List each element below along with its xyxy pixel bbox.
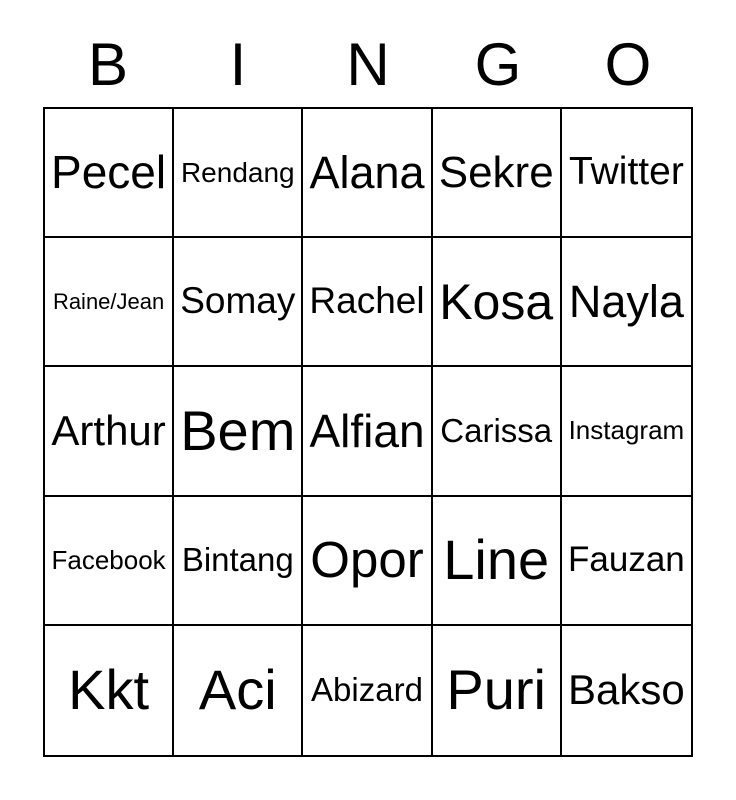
bingo-cell[interactable] xyxy=(433,238,562,367)
bingo-cell-label: Bakso xyxy=(568,666,685,714)
bingo-cell-label: Abizard xyxy=(311,671,423,709)
bingo-cell[interactable] xyxy=(433,109,562,238)
bingo-cell-label: Facebook xyxy=(51,544,166,575)
bingo-cell[interactable] xyxy=(303,497,432,626)
bingo-cell[interactable] xyxy=(303,367,432,496)
bingo-cell[interactable] xyxy=(433,367,562,496)
bingo-cell[interactable] xyxy=(174,497,303,626)
bingo-cell-label: Line xyxy=(443,527,550,591)
bingo-cell-label: Nayla xyxy=(568,276,684,328)
bingo-cell[interactable] xyxy=(45,238,174,367)
bingo-cell[interactable] xyxy=(562,367,691,496)
bingo-cell[interactable] xyxy=(562,497,691,626)
bingo-letter-n: N xyxy=(346,31,390,98)
bingo-cell[interactable] xyxy=(303,626,432,755)
bingo-cell[interactable] xyxy=(45,497,174,626)
bingo-letter-i: I xyxy=(229,31,247,98)
bingo-cell-label: Kkt xyxy=(68,657,150,721)
bingo-cell-label: Raine/Jean xyxy=(52,289,165,315)
bingo-cell[interactable] xyxy=(562,238,691,367)
bingo-cell-label: Alfian xyxy=(309,404,425,457)
bingo-cell-label: Opor xyxy=(310,531,424,589)
bingo-cell[interactable] xyxy=(303,238,432,367)
bingo-cell-label: Alana xyxy=(309,146,425,198)
bingo-cell[interactable] xyxy=(303,109,432,238)
bingo-cell-label: Instagram xyxy=(568,415,685,446)
bingo-cell[interactable] xyxy=(45,109,174,238)
bingo-cell[interactable] xyxy=(45,626,174,755)
bingo-cell-label: Rendang xyxy=(180,156,295,188)
bingo-letter-g: G xyxy=(474,31,522,98)
bingo-cell[interactable] xyxy=(433,497,562,626)
bingo-cell-label: Fauzan xyxy=(568,539,685,579)
bingo-letter-o: O xyxy=(604,31,652,98)
bingo-cell[interactable] xyxy=(174,109,303,238)
bingo-cell-label: Twitter xyxy=(568,150,684,194)
bingo-cell-label: Rachel xyxy=(309,280,425,322)
bingo-cell-label: Somay xyxy=(180,280,296,322)
bingo-cell-label: Bem xyxy=(180,398,296,462)
bingo-cell[interactable] xyxy=(562,109,691,238)
bingo-cell-label: Sekre xyxy=(438,147,554,197)
bingo-cell[interactable] xyxy=(174,626,303,755)
bingo-cell[interactable] xyxy=(433,626,562,755)
bingo-cell[interactable] xyxy=(174,367,303,496)
bingo-cell[interactable] xyxy=(562,626,691,755)
bingo-grid xyxy=(43,107,693,757)
bingo-cell-label: Bintang xyxy=(181,540,294,578)
bingo-header xyxy=(43,0,693,103)
bingo-cell-label: Kosa xyxy=(439,273,554,330)
bingo-cell-label: Puri xyxy=(446,657,546,721)
bingo-cell-label: Aci xyxy=(198,657,277,721)
bingo-cell-label: Arthur xyxy=(51,406,166,454)
bingo-cell[interactable] xyxy=(45,367,174,496)
bingo-cell-label: Carissa xyxy=(440,411,553,449)
bingo-letter-b: B xyxy=(87,31,129,98)
bingo-cell-label: Pecel xyxy=(51,146,167,199)
bingo-cell[interactable] xyxy=(174,238,303,367)
